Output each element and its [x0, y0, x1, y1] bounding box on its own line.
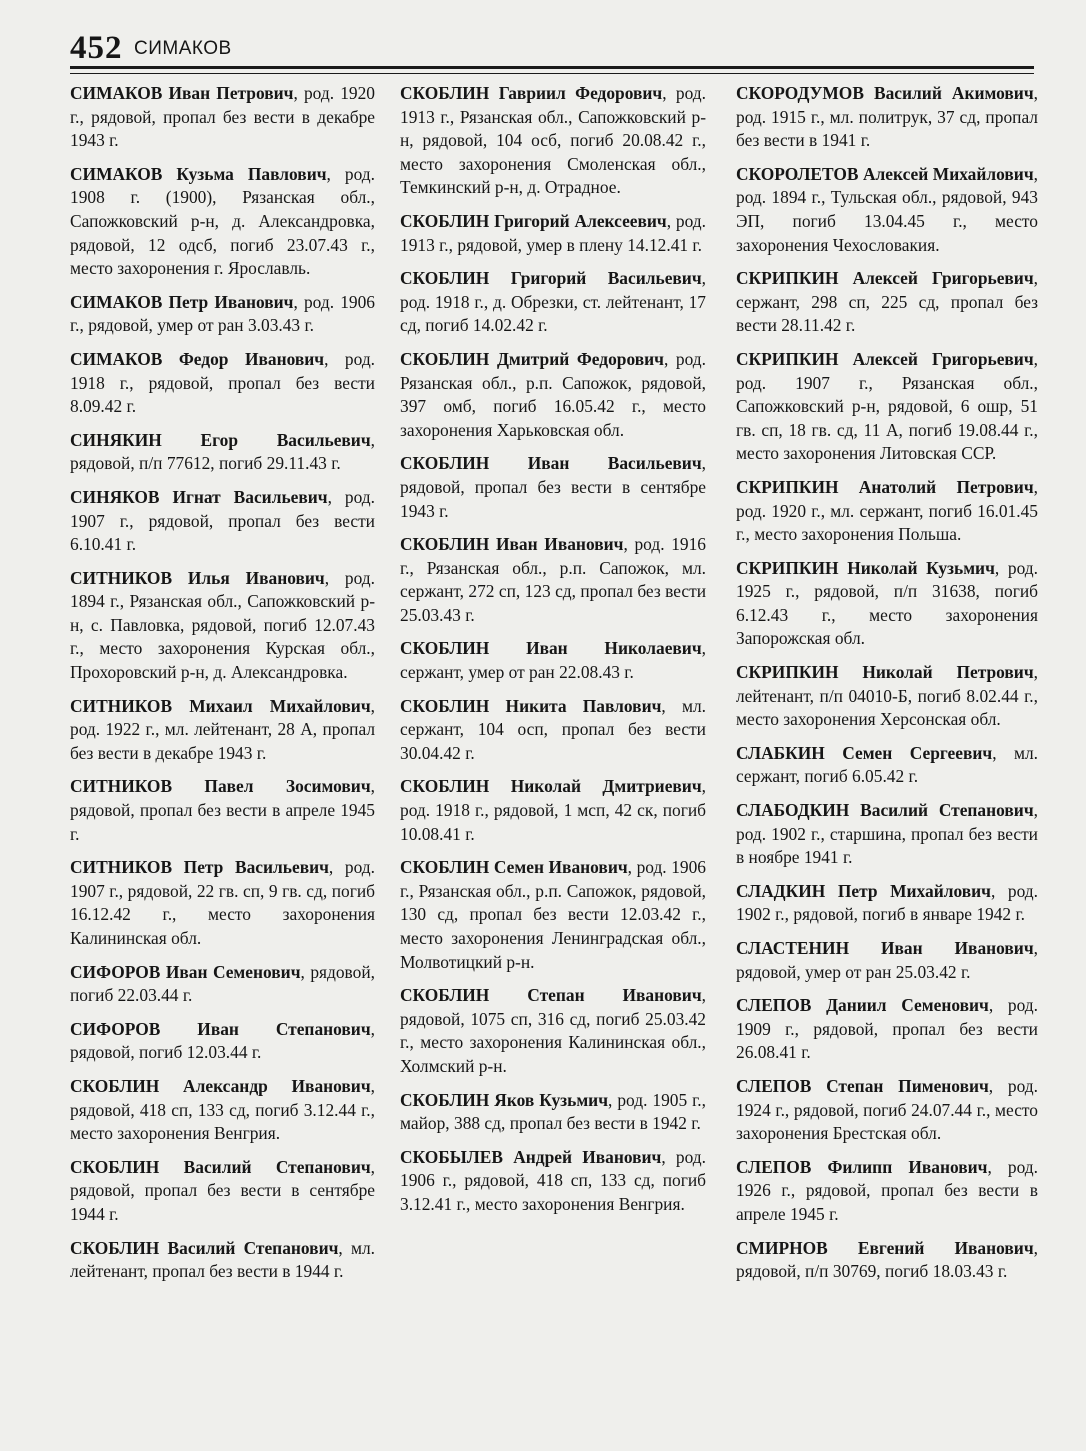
header-rule-thick	[70, 66, 1034, 69]
entry-name: СКОБЛИН Григорий Алексеевич	[400, 210, 667, 231]
entry-name: СКРИПКИН Николай Кузьмич	[736, 557, 995, 578]
entry-name: СКОБЛИН Яков Кузьмич	[400, 1089, 609, 1110]
entry	[736, 880, 1038, 927]
entry	[736, 1237, 1038, 1284]
entry-name: СИМАКОВ Федор Иванович	[70, 348, 325, 369]
entry-details: , мл. сержант, 104 осп, пропал без вести 30.04.42 г.	[400, 695, 706, 763]
entry-details: , рядовой, пропал без вести в апреле 1945 г.	[70, 776, 375, 844]
entry-details: , рядовой, погиб 22.03.44 г.	[70, 961, 375, 1006]
entry-name: СЛАБКИН Семен Сергеевич	[736, 742, 993, 763]
entry-name: СЛАДКИН Петр Михайлович	[736, 880, 991, 901]
entry	[736, 163, 1038, 257]
entry	[736, 799, 1038, 870]
running-head: СИМАКОВ	[134, 38, 232, 59]
entry-name: СКОБЛИН Иван Васильевич	[400, 453, 702, 474]
entry-name: СКРИПКИН Николай Петрович	[736, 662, 1034, 683]
entry-name: СКОБЛИН Никита Павлович	[400, 695, 662, 716]
entry-name: СИТНИКОВ Михаил Михайлович	[70, 695, 371, 716]
entry-name: СКОБЛИН Иван Николаевич	[400, 638, 702, 659]
entry	[70, 1018, 375, 1065]
entry-details: , род. 1908 г. (1900), Рязанская обл., Сапожковский р-н, д. Александровка, рядовой, 12 одсб, погиб 23.07.43 г., место захоронения г. Ярославль.	[70, 163, 375, 279]
entry	[70, 695, 375, 766]
entry	[70, 429, 375, 476]
page-number: 452	[70, 30, 123, 66]
entry-name: СЛАБОДКИН Василий Степанович	[736, 800, 1034, 821]
entry	[400, 1146, 706, 1217]
entry-details: , рядовой, погиб 12.03.44 г.	[70, 1018, 375, 1063]
entry-details: , рядовой, п/п 30769, погиб 18.03.43 г.	[736, 1237, 1038, 1282]
entry-details: , рядовой, умер от ран 25.03.42 г.	[736, 938, 1038, 982]
entry-details: , род. 1918 г., рядовой, 1 мсп, 42 ск, погиб 10.08.41 г.	[400, 776, 706, 844]
entry	[70, 775, 375, 846]
entry	[70, 1237, 375, 1284]
entry-name: СИНЯКОВ Игнат Васильевич	[70, 486, 328, 507]
entry-name: СЛЕПОВ Даниил Семенович	[736, 995, 989, 1016]
page-header	[70, 30, 1032, 64]
entry-name: СКОБЛИН Иван Иванович	[400, 534, 624, 555]
entry	[736, 742, 1038, 789]
entry	[400, 210, 706, 257]
entry	[400, 348, 706, 442]
entry	[70, 856, 375, 950]
entry-details: , лейтенант, п/п 04010-Б, погиб 8.02.44 г., место захоронения Херсонская обл.	[736, 662, 1038, 730]
entry-name: СКОБЛИН Семен Иванович	[400, 857, 628, 878]
entry	[70, 486, 375, 557]
entry-name: СКОБЛИН Григорий Васильевич	[400, 268, 702, 289]
entry-name: СИМАКОВ Иван Петрович	[70, 83, 294, 103]
entry	[400, 984, 706, 1078]
entry-details: , род. 1916 г., Рязанская обл., р.п. Сапожок, мл. сержант, 272 сп, 123 сд, пропал без вести 25.03.43 г.	[400, 534, 706, 625]
entry	[70, 163, 375, 281]
entry-details: , род. 1920 г., мл. сержант, погиб 16.01.45 г., место захоронения Польша.	[736, 476, 1038, 545]
entry	[400, 637, 706, 684]
entry-details: , род. 1905 г., майор, 388 сд, пропал без вести в 1942 г.	[400, 1089, 706, 1134]
entry-details: , род. 1902 г., старшина, пропал без вести в ноябре 1941 г.	[736, 800, 1038, 868]
entry	[70, 82, 375, 153]
entry	[736, 1156, 1038, 1227]
entry-name: СКОРОЛЕТОВ Алексей Михайлович	[736, 163, 1034, 184]
entry	[736, 937, 1038, 984]
entry-name: СКОРОДУМОВ Василий Акимович	[736, 83, 1034, 103]
entry-details: , род. 1915 г., мл. политрук, 37 сд, пропал без вести в 1941 г.	[736, 83, 1038, 151]
entry-details: , род. 1894 г., Тульская обл., рядовой, 943 ЭП, погиб 13.04.45 г., место захоронения Чехословакия.	[736, 163, 1038, 255]
entry	[736, 557, 1038, 651]
entry-details: , мл. сержант, погиб 6.05.42 г.	[736, 742, 1038, 787]
entry-name: СМИРНОВ Евгений Иванович	[736, 1237, 1034, 1258]
entry	[736, 476, 1038, 547]
entry-name: СИТНИКОВ Павел Зосимович	[70, 776, 371, 797]
entry-name: СИТНИКОВ Петр Васильевич	[70, 857, 329, 878]
entry	[736, 994, 1038, 1065]
entry-name: СКРИПКИН Алексей Григорьевич	[736, 268, 1034, 289]
entry-details: , рядовой, 418 сп, 133 сд, погиб 3.12.44 г., место захоронения Венгрия.	[70, 1075, 375, 1144]
entry-name: СКОБЛИН Александр Иванович	[70, 1075, 371, 1096]
entry-details: , род. 1906 г., рядовой, умер от ран 3.03.43 г.	[70, 291, 375, 336]
entry-details: , род. 1918 г., д. Обрезки, ст. лейтенант, 17 сд, погиб 14.02.42 г.	[400, 268, 706, 336]
entry-details: , рядовой, п/п 77612, погиб 29.11.43 г.	[70, 429, 375, 474]
entry	[70, 348, 375, 419]
entry	[736, 267, 1038, 338]
entry	[400, 82, 706, 200]
entry-name: СИТНИКОВ Илья Иванович	[70, 567, 325, 588]
entry-name: СКОБЛИН Гавриил Федорович	[400, 83, 663, 103]
entry	[736, 661, 1038, 732]
entry-details: , род. 1907 г., рядовой, пропал без вести 6.10.41 г.	[70, 486, 376, 555]
entry-name: СКОБЛИН Николай Дмитриевич	[400, 776, 702, 797]
entry	[736, 82, 1038, 153]
entry-details: , род. Рязанская обл., р.п. Сапожок, рядовой, 397 омб, погиб 16.05.42 г., место захоронения Харьковская обл.	[400, 348, 707, 440]
entry-details: , рядовой, пропал без вести в сентябре 1943 г.	[400, 453, 706, 521]
column-3	[736, 82, 1038, 1294]
entry-details: , род. 1906 г., рядовой, 418 сп, 133 сд, погиб 3.12.41 г., место захоронения Венгрия.	[400, 1146, 706, 1214]
entry	[70, 961, 375, 1008]
entry-name: СЛАСТЕНИН Иван Иванович	[736, 938, 1034, 958]
entry	[400, 1089, 706, 1136]
entry	[400, 775, 706, 846]
entry-name: СИФОРОВ Иван Степанович	[70, 1018, 371, 1039]
header-rule-thin	[70, 73, 1034, 74]
entry	[400, 533, 706, 627]
entry	[736, 1075, 1038, 1146]
entry-details: , сержант, умер от ран 22.08.43 г.	[400, 638, 706, 683]
entry-name: СКОБЫЛЕВ Андрей Иванович	[400, 1146, 662, 1167]
entry-details: , сержант, 298 сп, 225 сд, пропал без вести 28.11.42 г.	[736, 268, 1038, 336]
entry	[400, 452, 706, 523]
entry-details: , рядовой, 1075 сп, 316 сд, погиб 25.03.42 г., место захоронения Калининская обл., Холмский р-н.	[400, 985, 706, 1076]
entry-name: СИМАКОВ Кузьма Павлович	[70, 163, 327, 184]
entry-details: , род. 1907 г., Рязанская обл., Сапожковский р-н, рядовой, 6 ошр, 51 гв. сп, 18 гв. сд, 11 А, погиб 19.08.44 г., место захоронения Литовская ССР.	[736, 348, 1038, 464]
entry-name: СЛЕПОВ Степан Пименович	[736, 1075, 989, 1096]
entry-details: , род. 1909 г., рядовой, пропал без вести 26.08.41 г.	[736, 995, 1038, 1063]
entry-name: СКРИПКИН Анатолий Петрович	[736, 476, 1034, 497]
entry-details: , род. 1920 г., рядовой, пропал без вести в декабре 1943 г.	[70, 83, 375, 151]
entry-details: , род. 1913 г., Рязанская обл., Сапожковский р-н, рядовой, 104 осб, погиб 20.08.42 г., место захоронения Смоленская обл., Темкинский р-н, д. Отрадное.	[400, 83, 707, 198]
entry-details: , род. 1925 г., рядовой, п/п 31638, погиб 6.12.43 г., место захоронения Запорожская обл.	[736, 557, 1039, 649]
entry	[70, 291, 375, 338]
entry-details: , род. 1926 г., рядовой, пропал без вести в апреле 1945 г.	[736, 1156, 1038, 1224]
entry-name: СИФОРОВ Иван Семенович	[70, 961, 301, 982]
entry-name: СКОБЛИН Василий Степанович	[70, 1237, 339, 1258]
entry	[400, 695, 706, 766]
column-1	[70, 82, 375, 1294]
entry-details: , род. 1924 г., рядовой, погиб 24.07.44 г., место захоронения Брестская обл.	[736, 1075, 1038, 1144]
entry-name: СКОБЛИН Василий Степанович	[70, 1156, 371, 1177]
entry-details: , рядовой, пропал без вести в сентябре 1944 г.	[70, 1156, 375, 1224]
entry-details: , род. 1907 г., рядовой, 22 гв. сп, 9 гв. сд, погиб 16.12.42 г., место захоронения Калининская обл.	[70, 857, 375, 948]
entry-details: , мл. лейтенант, пропал без вести в 1944 г.	[70, 1237, 375, 1282]
entry-details: , род. 1913 г., рядовой, умер в плену 14.12.41 г.	[400, 210, 706, 255]
entry	[70, 1156, 375, 1227]
entry-details: , род. 1894 г., Рязанская обл., Сапожковский р-н, с. Павловка, рядовой, погиб 12.07.43 г., место захоронения Курская обл., Прохоровский р-н, д. Александровка.	[70, 567, 376, 683]
entry	[736, 348, 1038, 466]
entry-details: , род. 1918 г., рядовой, пропал без вести 8.09.42 г.	[70, 348, 376, 417]
entry	[400, 267, 706, 338]
entry-name: СКОБЛИН Степан Иванович	[400, 985, 702, 1006]
entry-name: СКРИПКИН Алексей Григорьевич	[736, 348, 1034, 369]
entry-details: , род. 1906 г., Рязанская обл., р.п. Сапожок, рядовой, 130 сд, пропал без вести 12.03.42 г., место захоронения Ленинградская обл., Молвотицкий р-н.	[400, 857, 706, 972]
entry-name: СИМАКОВ Петр Иванович	[70, 291, 294, 312]
column-2	[400, 82, 706, 1227]
entry-name: СКОБЛИН Дмитрий Федорович	[400, 348, 664, 369]
entry-name: СИНЯКИН Егор Васильевич	[70, 429, 371, 450]
entry-name: СЛЕПОВ Филипп Иванович	[736, 1156, 988, 1177]
entry	[70, 567, 375, 685]
entry-details: , род. 1902 г., рядовой, погиб в январе 1942 г.	[736, 880, 1039, 925]
entry	[400, 856, 706, 974]
entry-details: , род. 1922 г., мл. лейтенант, 28 А, пропал без вести в декабре 1943 г.	[70, 695, 375, 763]
entry	[70, 1075, 375, 1146]
